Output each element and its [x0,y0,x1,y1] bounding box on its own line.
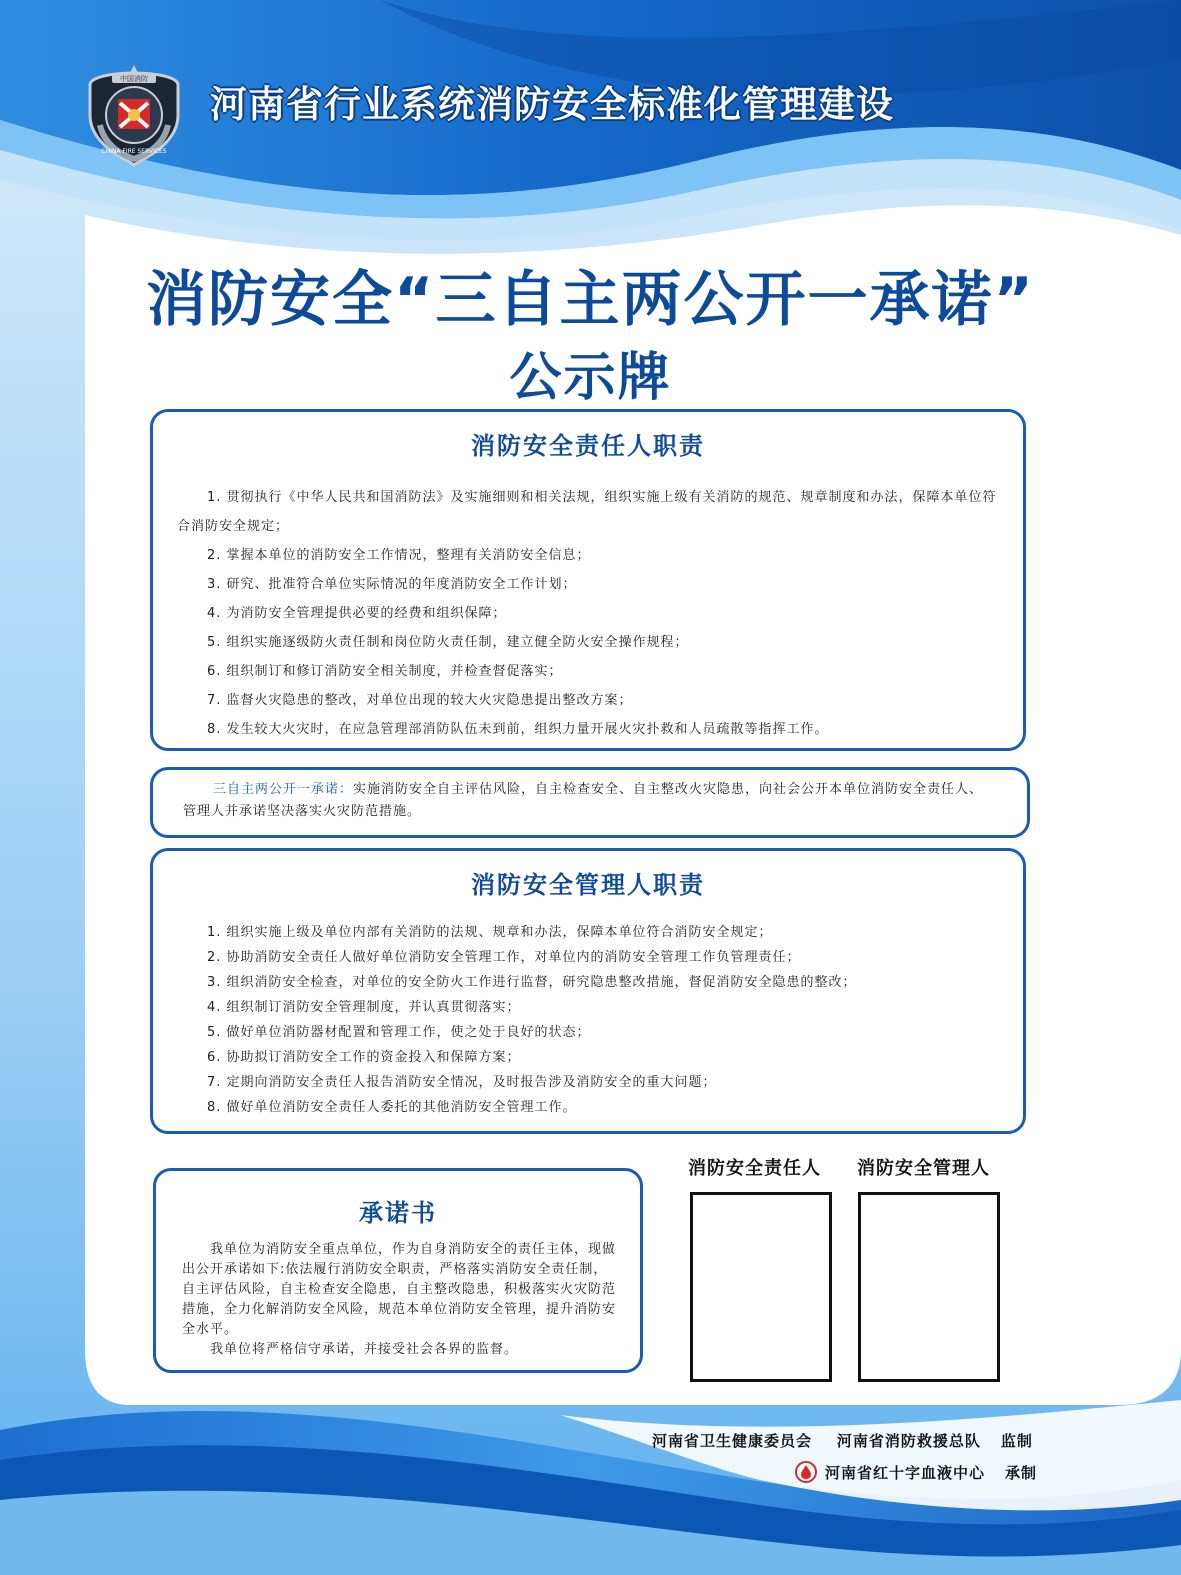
responsible-person-duties-panel [150,409,1026,751]
list-item: 6. 组织制订和修订消防安全相关制度，并检查督促落实； [207,664,563,679]
blood-drop-logo-icon [795,1461,817,1483]
list-item: 5. 组织实施逐级防火责任制和岗位防火责任制，建立健全防火安全操作规程； [207,635,689,650]
footer-producer [825,1462,1037,1483]
list-item: 1. 贯彻执行《中华人民共和国消防法》及实施细则和相关法规，组织实施上级有关消防的规范、规章制度和办法，保障本单位符合消防安全规定； [177,490,997,534]
manager-photo-frame [858,1192,1000,1382]
pledge-paragraph: 我单位将严格信守承诺，并接受社会各界的监督。 [210,1342,519,1357]
footer-supervisors-text: 河南省卫生健康委员会 河南省消防救援总队 [652,1432,981,1450]
list-item: 6. 协助拟订消防安全工作的资金投入和保障方案； [207,1050,521,1065]
footer-produce-role: 承制 [1005,1464,1038,1482]
page-subtitle: 公示牌 [509,348,672,408]
manager-duties-panel [150,848,1026,1134]
page-title: 消防安全“三自主两公开一承诺” [146,265,1035,335]
list-item: 5. 做好单位消防器材配置和管理工作，使之处于良好的状态； [207,1025,591,1040]
list-item: 4. 组织制订消防安全管理制度，并认真贯彻落实； [207,1000,521,1015]
list-item: 4. 为消防安全管理提供必要的经费和组织保障； [207,606,507,621]
responsible-person-photo-frame [690,1192,832,1382]
responsible-person-duties-title: 消防安全责任人职责 [471,432,705,460]
header-title: 河南省行业系统消防安全标准化管理建设 [210,83,894,126]
list-item: 8. 发生较大火灾时，在应急管理部消防队伍未到前，组织力量开展火灾扑救和人员疏散等指挥工作。 [207,722,829,737]
principle-note-panel [150,767,1030,838]
list-item: 7. 监督火灾隐患的整改，对单位出现的较大火灾隐患提出整改方案； [207,693,633,708]
principle-note-label: 三自主两公开一承诺： [213,782,354,797]
pledge-panel [153,1168,643,1373]
manager-duties-list [153,920,1023,1120]
list-item: 8. 做好单位消防安全责任人委托的其他消防安全管理工作。 [207,1100,577,1115]
pledge-paragraph: 我单位为消防安全重点单位，作为自身消防安全的责任主体，现做出公开承诺如下:依法履行消防安全职责，严格落实消防安全责任制，自主评估风险，自主检查安全隐患，自主整改隐患，积极落实火灾防范措施，全力化解消防安全风险，规范本单位消防安全管理，提升消防安全水平。 [182,1242,617,1337]
list-item: 2. 协助消防安全责任人做好单位消防安全管理工作，对单位内的消防安全管理工作负管理责任； [207,950,801,965]
fire-service-badge-icon [82,55,186,167]
principle-note-text: 实施消防安全自主评估风险，自主检查安全、自主整改火灾隐患，向社会公开本单位消防安全责任人、管理人并承诺坚决落实火灾防范措施。 [183,782,984,819]
pledge-body [156,1228,640,1360]
footer-supervisors [652,1430,1033,1451]
manager-duties-title: 消防安全管理人职责 [471,871,705,899]
footer-supervise-role: 监制 [1000,1432,1033,1450]
principle-note [153,770,1027,823]
badge-ring-text: CHINA FIRE SERVICES [101,148,167,155]
responsible-person-photo-label: 消防安全责任人 [688,1158,821,1179]
list-item: 1. 组织实施上级及单位内部有关消防的法规、规章和办法，保障本单位符合消防安全规定； [207,925,773,940]
list-item: 2. 掌握本单位的消防安全工作情况，整理有关消防安全信息； [207,548,591,563]
list-item: 7. 定期向消防安全责任人报告消防安全情况，及时报告涉及消防安全的重大问题； [207,1075,717,1090]
responsible-person-duties-list [153,483,1023,744]
pledge-title: 承诺书 [359,1199,437,1227]
badge-top-text: 中国消防 [120,75,148,83]
list-item: 3. 研究、批准符合单位实际情况的年度消防安全工作计划； [207,577,577,592]
list-item: 3. 组织消防安全检查，对单位的安全防火工作进行监督，研究隐患整改措施，督促消防安全隐患的整改； [207,975,857,990]
footer-producer-text: 河南省红十字血液中心 [825,1464,986,1482]
manager-photo-label: 消防安全管理人 [857,1158,990,1179]
